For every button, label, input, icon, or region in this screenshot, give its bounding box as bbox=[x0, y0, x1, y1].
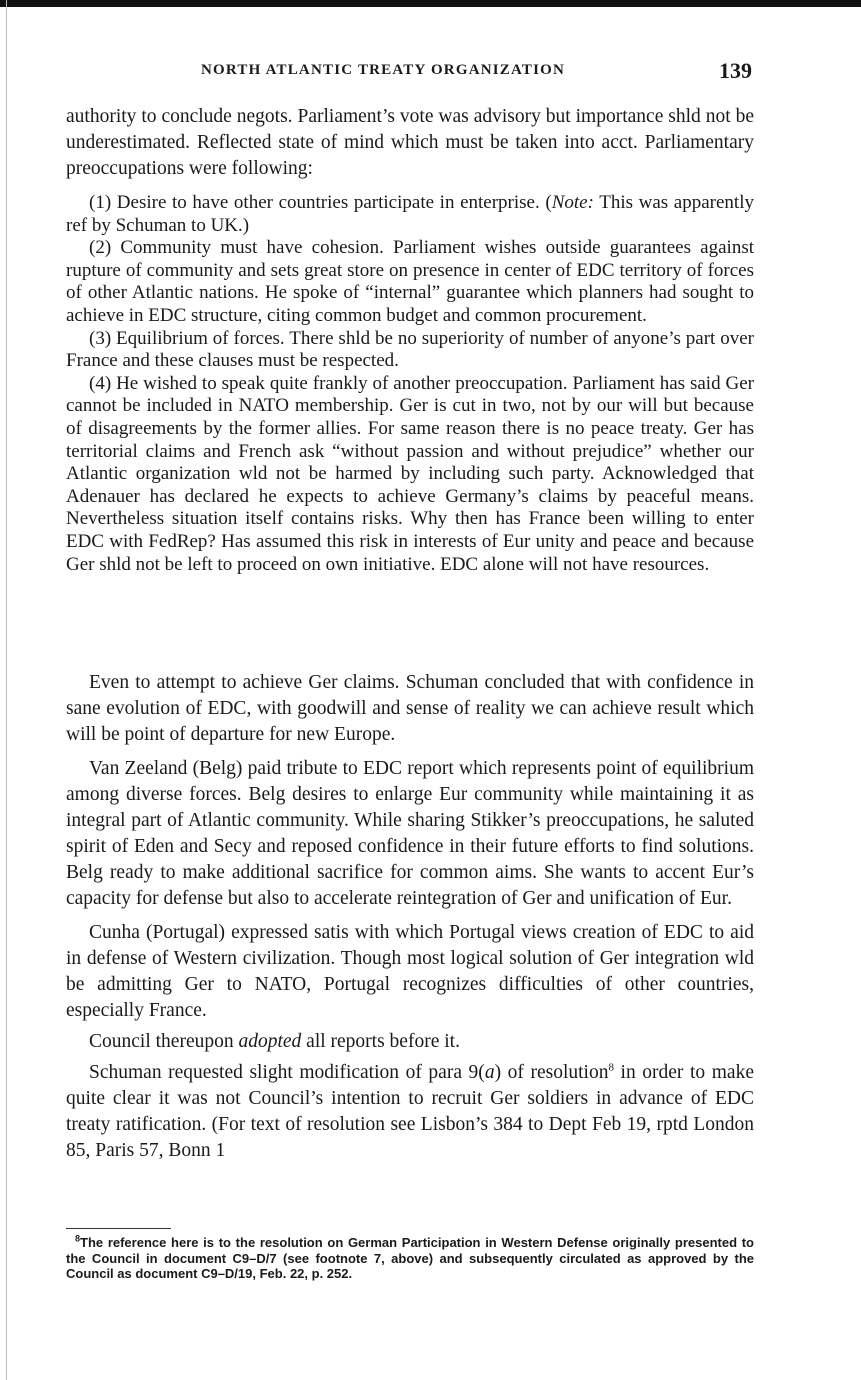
list-item-3: (3) Equilibrium of forces. There shld be no superiority of number of anyone’s part over France and these clauses must be respected. bbox=[66, 327, 754, 372]
main-body-block bbox=[66, 670, 754, 1164]
left-page-edge bbox=[6, 0, 7, 1380]
footnote-text: The reference here is to the resolution on German Participation in Western Defense originally presented to the Council in document C9–D/7 (see footnote 7, above) and subsequently circulated as approved by the Council as document C9–D/19, Feb. 22, p. 252. bbox=[66, 1235, 754, 1281]
list-item-1 bbox=[66, 192, 754, 237]
paragraph-5-text-b: all reports before it. bbox=[301, 1031, 460, 1052]
footnote bbox=[66, 1235, 754, 1282]
paragraph-6-text-c: in order to make quite clear it was not Council’s intention to recruit Ger soldiers in advance of EDC treaty ratification. (For text of resolution see Lisbon’s 384 to Dept Feb 19, rptd London 85, Paris 57, Bonn 1 bbox=[66, 1062, 754, 1161]
list-item-1-note: Note: bbox=[551, 192, 594, 213]
paragraph-6-emphasis: a bbox=[484, 1062, 495, 1083]
running-head: NORTH ATLANTIC TREATY ORGANIZATION bbox=[201, 62, 566, 78]
paragraph-5-emphasis: adopted bbox=[238, 1031, 302, 1052]
page-number: 139 bbox=[719, 58, 752, 83]
top-border bbox=[0, 0, 861, 7]
paragraph-4: Cunha (Portugal) expressed satis with which Portugal views creation of EDC to aid in defense of Western civilization. Though most logical solution of Ger integration wld be admitting Ger to NATO, Portugal recognizes difficulties of other countries, especially France. bbox=[66, 922, 754, 1021]
list-item-1-text-a: (1) Desire to have other countries participate in enterprise. ( bbox=[89, 192, 552, 213]
paragraph-5-text-a: Council thereupon bbox=[89, 1031, 239, 1052]
list-item-2: (2) Community must have cohesion. Parliament wishes outside guarantees against rupture of community and sets great store on presence in center of EDC territory of forces of other Atlantic nations. He spoke of “internal” guarantee which planners had sought to achieve in EDC structure, citing common budget and common procurement. bbox=[66, 237, 754, 326]
opening-paragraph-block bbox=[66, 104, 754, 182]
list-item-4: (4) He wished to speak quite frankly of another preoccupation. Parliament has said Ger cannot be included in NATO membership. Ger is cut in two, not by our will but because of disagreements by the former allies. For same reason there is no peace treaty. Ger has territorial claims and French ask “without passion and without prejudice” whether our Atlantic organization wld not be harmed by including such party. Acknowledged that Adenauer has declared he expects to achieve Germany’s claims by peaceful means. Nevertheless situation itself contains risks. Why then has France been willing to enter EDC with FedRep? Has assumed this risk in interests of Eur unity and peace and because Ger shld not be left to proceed on own initiative. EDC alone will not have resources. bbox=[66, 372, 754, 575]
paragraph-2: Even to attempt to achieve Ger claims. Schuman concluded that with confidence in sane evolution of EDC, with goodwill and sense of reality we can achieve result which will be point of departure for new Europe. bbox=[66, 672, 754, 745]
page-header bbox=[66, 58, 756, 86]
footnote-marker: 8 bbox=[75, 1233, 81, 1244]
preoccupations-list bbox=[66, 192, 754, 576]
paragraph-6 bbox=[66, 1060, 754, 1164]
paragraph-3: Van Zeeland (Belg) paid tribute to EDC report which represents point of equilibrium among diverse forces. Belg desires to enlarge Eur community while maintaining it as integral part of Atlantic community. While sharing Stikker’s preoccupations, he saluted spirit of Eden and Secy and reposed confidence in their future efforts to find solutions. Belg ready to make additional sacrifice for common aims. She wants to accent Eur’s capacity for defense but also to accelerate reintegration of Ger and unification of Eur. bbox=[66, 758, 754, 909]
paragraph-1: authority to conclude negots. Parliament’s vote was advisory but importance shld not be underestimated. Reflected state of mind which must be taken into acct. Parliamentary preoccupations were following: bbox=[66, 106, 754, 179]
footnote-divider bbox=[66, 1228, 171, 1229]
paragraph-6-text-a: Schuman requested slight modification of para 9( bbox=[89, 1062, 485, 1083]
paragraph-6-text-b: ) of resolution bbox=[494, 1062, 609, 1083]
footnote-reference: 8 bbox=[608, 1061, 614, 1074]
paragraph-5 bbox=[66, 1029, 754, 1055]
list-item-1-text-b: This was apparently ref by Schuman to UK.) bbox=[66, 192, 754, 236]
